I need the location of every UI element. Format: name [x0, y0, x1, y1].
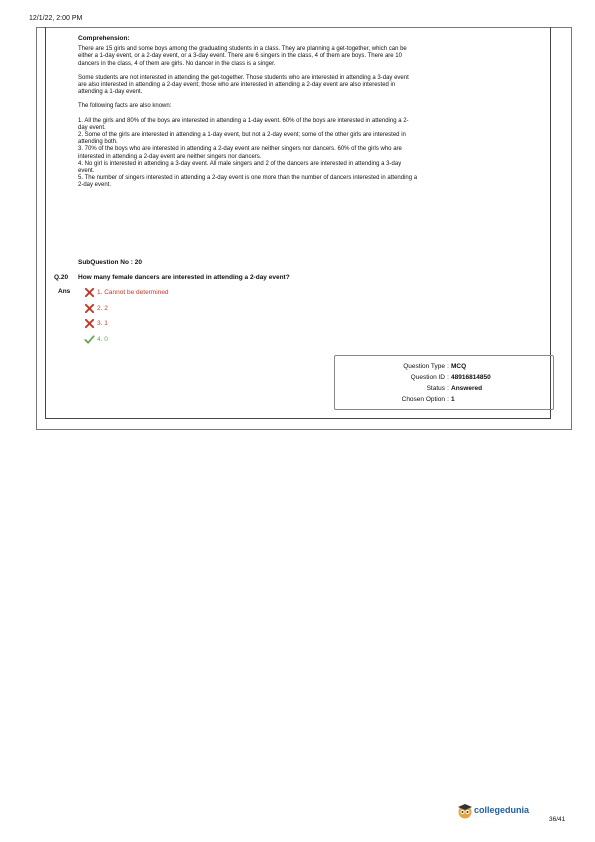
page-number: 36/41 — [549, 816, 566, 823]
check-icon — [84, 334, 95, 345]
answer-label: Ans — [58, 288, 71, 295]
subquestion-label-text: SubQuestion No : — [78, 259, 135, 266]
comprehension-block — [78, 35, 418, 190]
chosen-option-value: 1 — [451, 396, 455, 403]
question-info-box — [334, 355, 554, 410]
options-list — [84, 285, 169, 347]
cross-icon — [84, 318, 95, 329]
option-2[interactable] — [84, 301, 169, 317]
logo-name: collegedunia — [474, 804, 530, 815]
fact-item: 5. The number of singers interested in attending a 2-day event is one more than the number of dancers interested in attending a 2-day event. — [78, 175, 418, 189]
info-label: Question ID — [410, 374, 445, 381]
question-text: How many female dancers are interested in attending a 2-day event? — [78, 274, 290, 281]
info-row-status: Status : Answered — [335, 385, 555, 392]
info-label: Status — [426, 385, 445, 392]
option-1[interactable] — [84, 285, 169, 301]
info-row-question-id: Question ID : 48916814850 — [335, 374, 555, 381]
option-text: 2. 2 — [97, 304, 108, 312]
subquestion-number: 20 — [134, 259, 142, 266]
question-panel — [45, 27, 551, 419]
cross-icon — [84, 287, 95, 298]
option-text: 3. 1 — [97, 320, 108, 328]
comprehension-paragraph-3: The following facts are also known: — [78, 103, 172, 110]
cross-icon — [84, 303, 95, 314]
question-number: Q.20 — [54, 274, 69, 281]
info-label: Question Type — [403, 363, 445, 370]
fact-item: 3. 70% of the boys who are interested in attending a 2-day event are neither singers nor dancers. 60% of the girls who are interested in attending a 2-day event are neither singers nor dancers. — [78, 146, 402, 160]
option-3[interactable] — [84, 316, 169, 332]
graduate-owl-icon — [456, 802, 474, 820]
question-type-value: MCQ — [451, 363, 467, 370]
question-row — [54, 274, 290, 281]
question-frame — [36, 27, 572, 430]
comprehension-title: Comprehension: — [78, 35, 130, 42]
collegedunia-logo — [456, 802, 529, 820]
option-text: 4. 0 — [97, 335, 108, 343]
status-value: Answered — [451, 385, 483, 392]
comprehension-paragraph-1: There are 15 girls and some boys among the graduating students in a class. They are planning a get-together, which can be either a 1-day event, or a 2-day event, or a 3-day event. There are 6 singers in the class, 4 of them are boys. There are 10 dancers in the class, 4 of them are girls. No dancer in the class is a singer. — [78, 46, 407, 67]
fact-item: 2. Some of the girls are interested in attending a 1-day event, but not a 2-day event; some of the other girls are interested in attending both. — [78, 132, 406, 146]
subquestion-label — [78, 259, 142, 266]
comprehension-paragraph-2: Some students are not interested in attending the get-together. Those students who are interested in attending a 3-day event are also interested in attending a 2-day event; those who are interested in attending a 2-day event are also interested in attending a 1-day event. — [78, 74, 409, 96]
fact-item: 4. No girl is interested in attending a 3-day event. All male singers and 2 of the dancers are interested in attending a 3-day event. — [78, 160, 402, 175]
logo-tagline: · · · · · · · · · · · · · · — [474, 814, 501, 818]
timestamp: 12/1/22, 2:00 PM — [29, 15, 83, 22]
fact-item: 1. All the girls and 80% of the boys are interested in attending a 1-day event. 60% of the boys are interested in attending a 2-day event. — [78, 117, 409, 131]
option-4[interactable] — [84, 332, 169, 348]
info-label: Chosen Option — [401, 396, 445, 403]
facts-list — [78, 118, 418, 190]
info-row-chosen-option: Chosen Option : 1 — [335, 396, 555, 403]
option-text: 1. Cannot be determined — [97, 289, 169, 297]
info-row-question-type: Question Type : MCQ — [335, 363, 555, 370]
question-id-value: 48916814850 — [451, 374, 491, 381]
